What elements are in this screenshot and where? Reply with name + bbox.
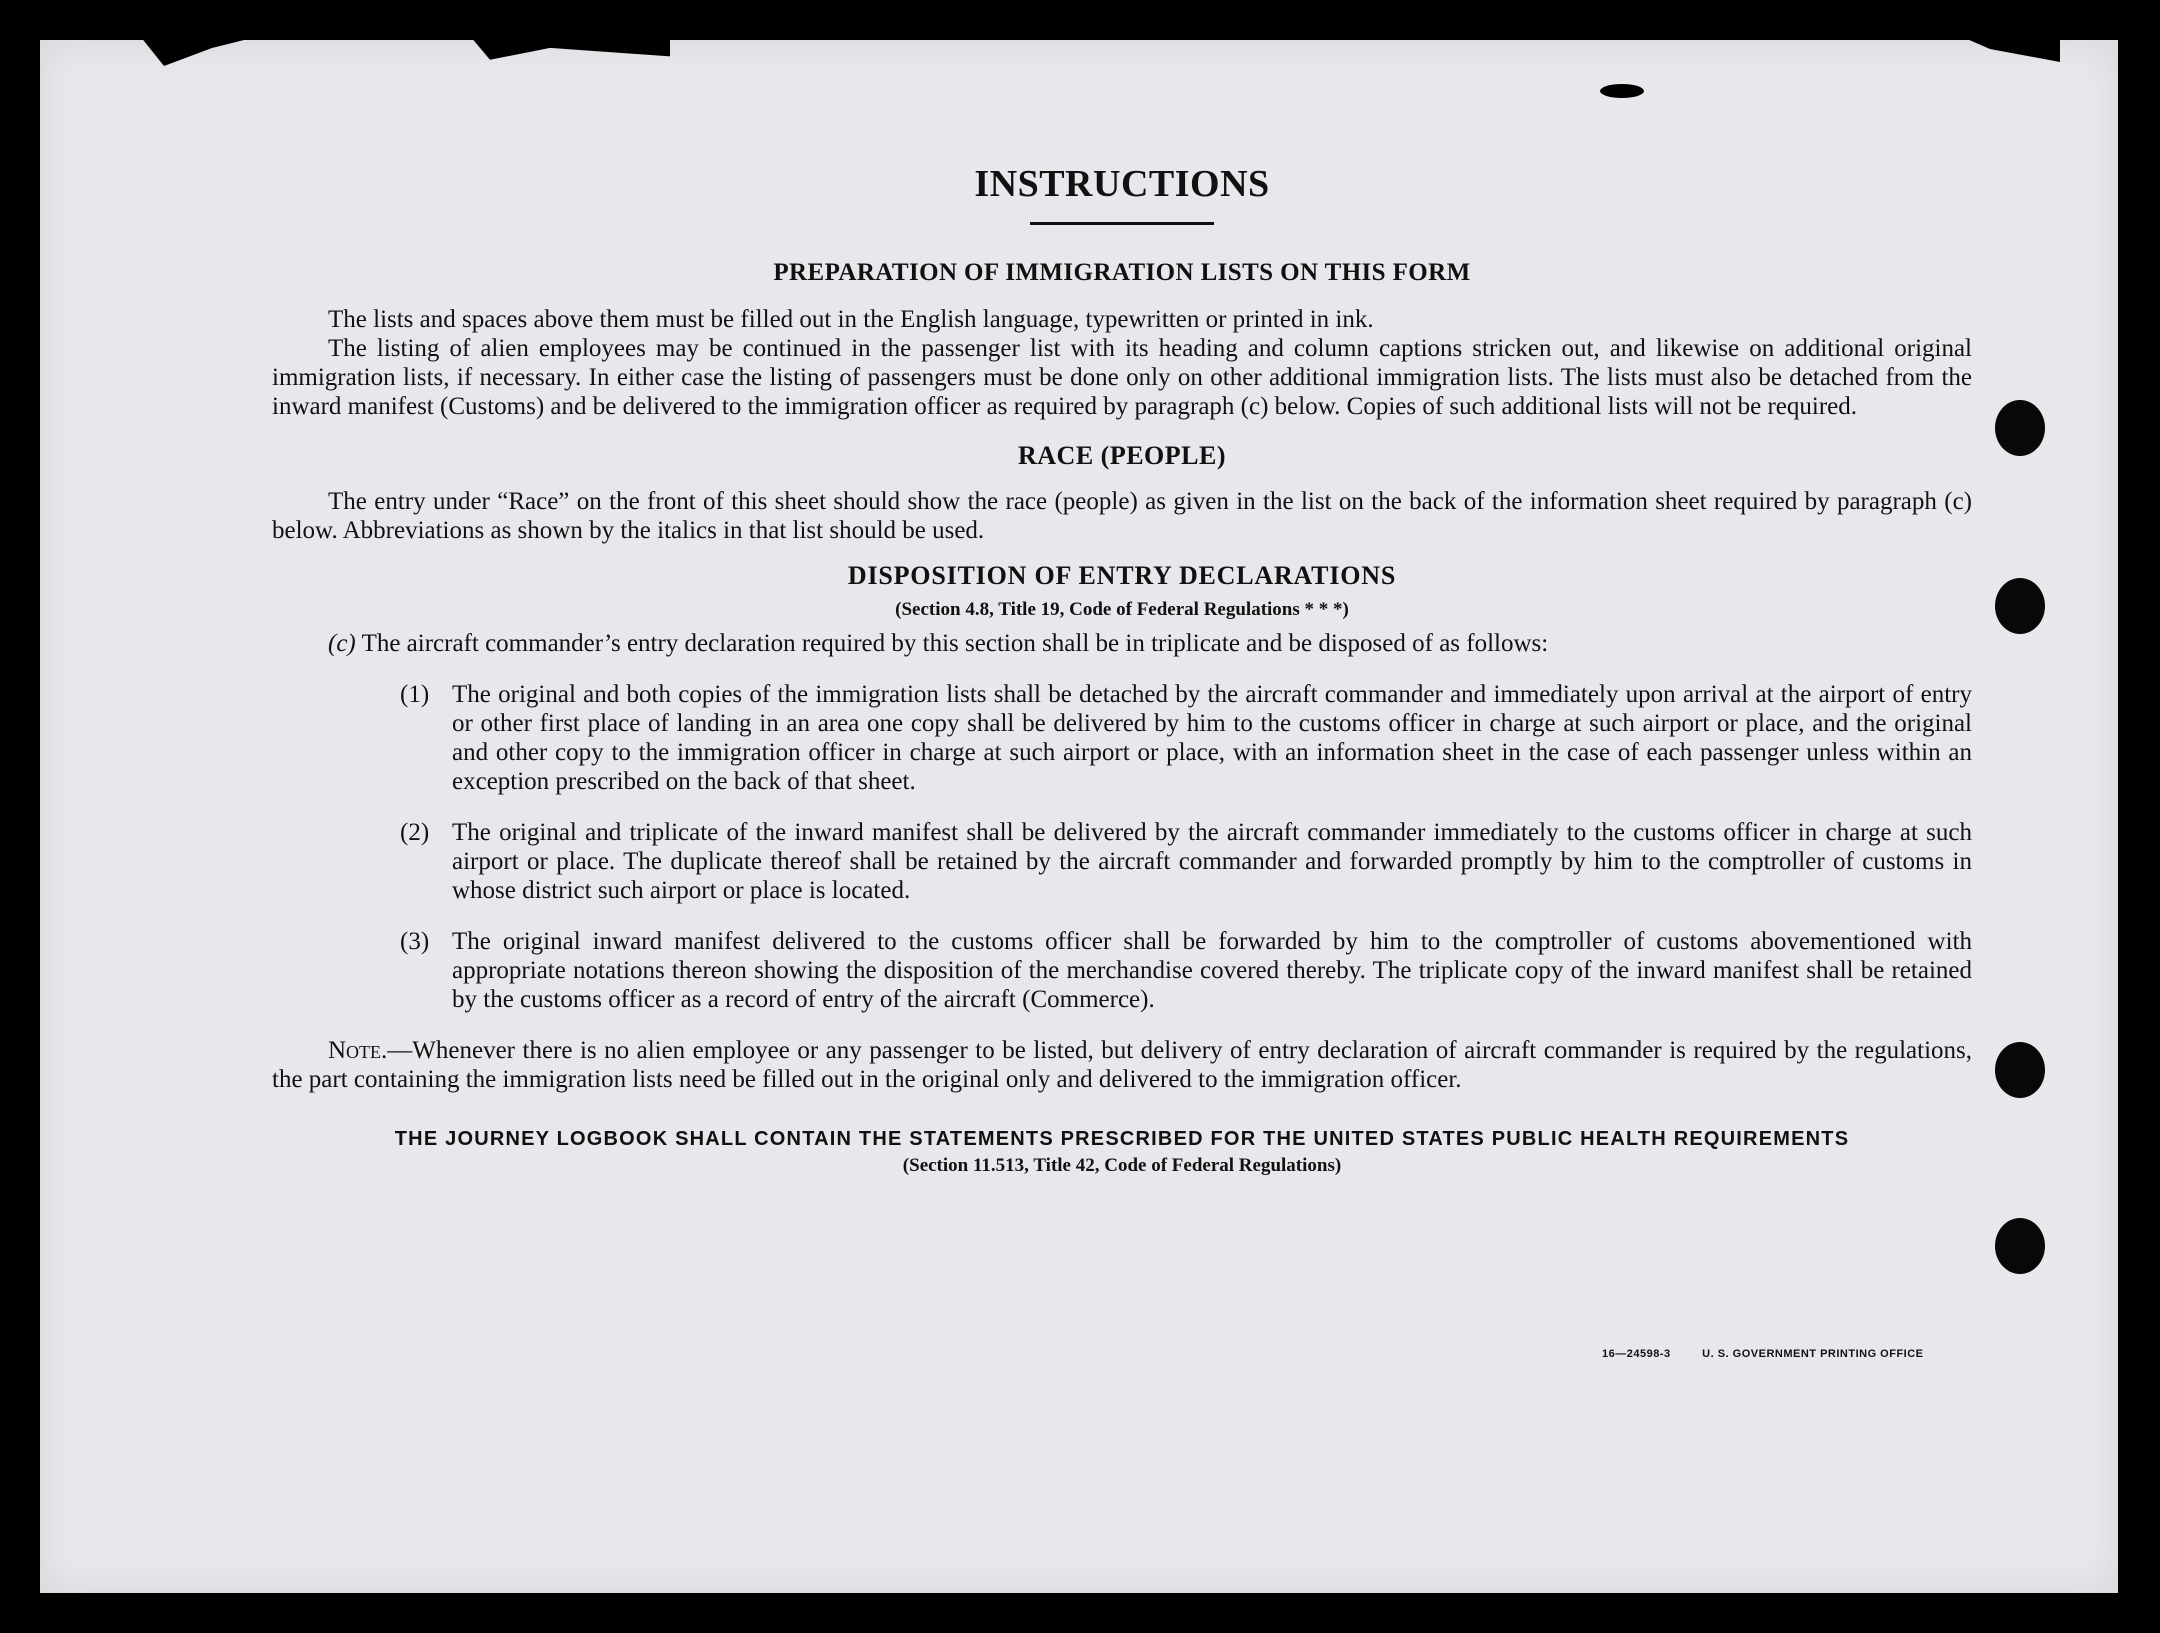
note-paragraph bbox=[272, 1036, 1972, 1094]
race-paragraph: The entry under “Race” on the front of this sheet should show the race (people) as given in the list on the back of the information sheet required by paragraph (c) below. Abbreviations as shown by the italics in that list should be used. bbox=[272, 488, 1972, 544]
list-item-number: (1) bbox=[400, 681, 430, 708]
instructions-content bbox=[272, 162, 1972, 1177]
torn-edge-center bbox=[470, 36, 670, 70]
torn-edge-left bbox=[140, 36, 260, 66]
paragraph-c-text: The aircraft commander’s entry declaration required by this section shall be in triplicate and be disposed of as follows: bbox=[361, 630, 1549, 657]
section-heading-preparation: PREPARATION OF IMMIGRATION LISTS ON THIS FORM bbox=[773, 259, 1471, 286]
page-title: INSTRUCTIONS bbox=[974, 163, 1270, 205]
list-item-text: The original and both copies of the immigration lists shall be detached by the aircraft commander and immediately upon arrival at the airport of entry or other first place of landing in an area one copy shall be delivered by him to the customs officer in charge at such airport or place, and the original and other copy to the immigration officer in charge at such airport or place, with an information sheet in the case of each passenger unless within an exception prescribed on the back of that sheet. bbox=[452, 681, 1972, 795]
binder-hole-3 bbox=[1995, 1042, 2045, 1098]
ink-mark bbox=[1600, 84, 1644, 98]
list-item-text: The original and triplicate of the inward manifest shall be delivered by the aircraft commander immediately to the customs officer in charge at such airport or place. The duplicate thereof shall be retained by the aircraft commander and forwarded promptly by him to the comptroller of customs in whose district such airport or place is located. bbox=[452, 819, 1972, 904]
binder-hole-1 bbox=[1995, 400, 2045, 456]
section-heading-disposition: DISPOSITION OF ENTRY DECLARATIONS bbox=[847, 561, 1397, 590]
binder-hole-2 bbox=[1995, 578, 2045, 634]
list-item-number: (2) bbox=[400, 819, 430, 846]
print-footer bbox=[1602, 1348, 1924, 1360]
final-citation: (Section 11.513, Title 42, Code of Federal Regulations) bbox=[902, 1155, 1342, 1176]
paragraph-c bbox=[328, 629, 1972, 658]
preparation-paragraph-2: The listing of alien employees may be continued in the passenger list with its heading and column captions stricken out, and likewise on additional original immigration lists, if necessary. In either case the listing of passengers must be done only on other additional immigration lists. The lists must also be detached from the inward manifest (Customs) and be delivered to the immigration officer as required by paragraph (c) below. Copies of such additional lists will not be required. bbox=[272, 335, 1972, 420]
list-item bbox=[272, 680, 1972, 796]
binder-hole-4 bbox=[1995, 1218, 2045, 1274]
note-text: —Whenever there is no alien employee or any passenger to be listed, but delivery of entry declaration of aircraft commander is required by the regulations, the part containing the immigration lists need be filled out in the original only and delivered to the immigration officer. bbox=[272, 1037, 1972, 1093]
disposition-citation: (Section 4.8, Title 19, Code of Federal Regulations * * *) bbox=[895, 599, 1349, 620]
final-statement: THE JOURNEY LOGBOOK SHALL CONTAIN THE STATEMENTS PRESCRIBED FOR THE UNITED STATES PUBLIC HEALTH REQUIREMENTS bbox=[394, 1128, 1850, 1150]
list-item bbox=[272, 818, 1972, 905]
list-item-number: (3) bbox=[400, 928, 430, 955]
paragraph-c-label: (c) bbox=[328, 630, 356, 657]
document-sheet bbox=[40, 40, 2118, 1593]
preparation-paragraph-1: The lists and spaces above them must be filled out in the English language, typewritten or printed in ink. bbox=[328, 306, 1374, 333]
note-label: Note. bbox=[328, 1037, 388, 1064]
title-rule bbox=[1030, 222, 1214, 225]
list-item bbox=[272, 927, 1972, 1014]
torn-edge-right bbox=[1960, 36, 2060, 62]
form-code: 16—24598-3 bbox=[1602, 1348, 1671, 1360]
printer-imprint: U. S. GOVERNMENT PRINTING OFFICE bbox=[1702, 1348, 1924, 1360]
list-item-text: The original inward manifest delivered to the customs officer shall be forwarded by him to the comptroller of customs abovementioned with appropriate notations thereon showing the disposition of the merchandise covered thereby. The triplicate copy of the inward manifest shall be retained by the customs officer as a record of entry of the aircraft (Commerce). bbox=[452, 928, 1972, 1013]
section-heading-race: RACE (PEOPLE) bbox=[1018, 441, 1226, 470]
